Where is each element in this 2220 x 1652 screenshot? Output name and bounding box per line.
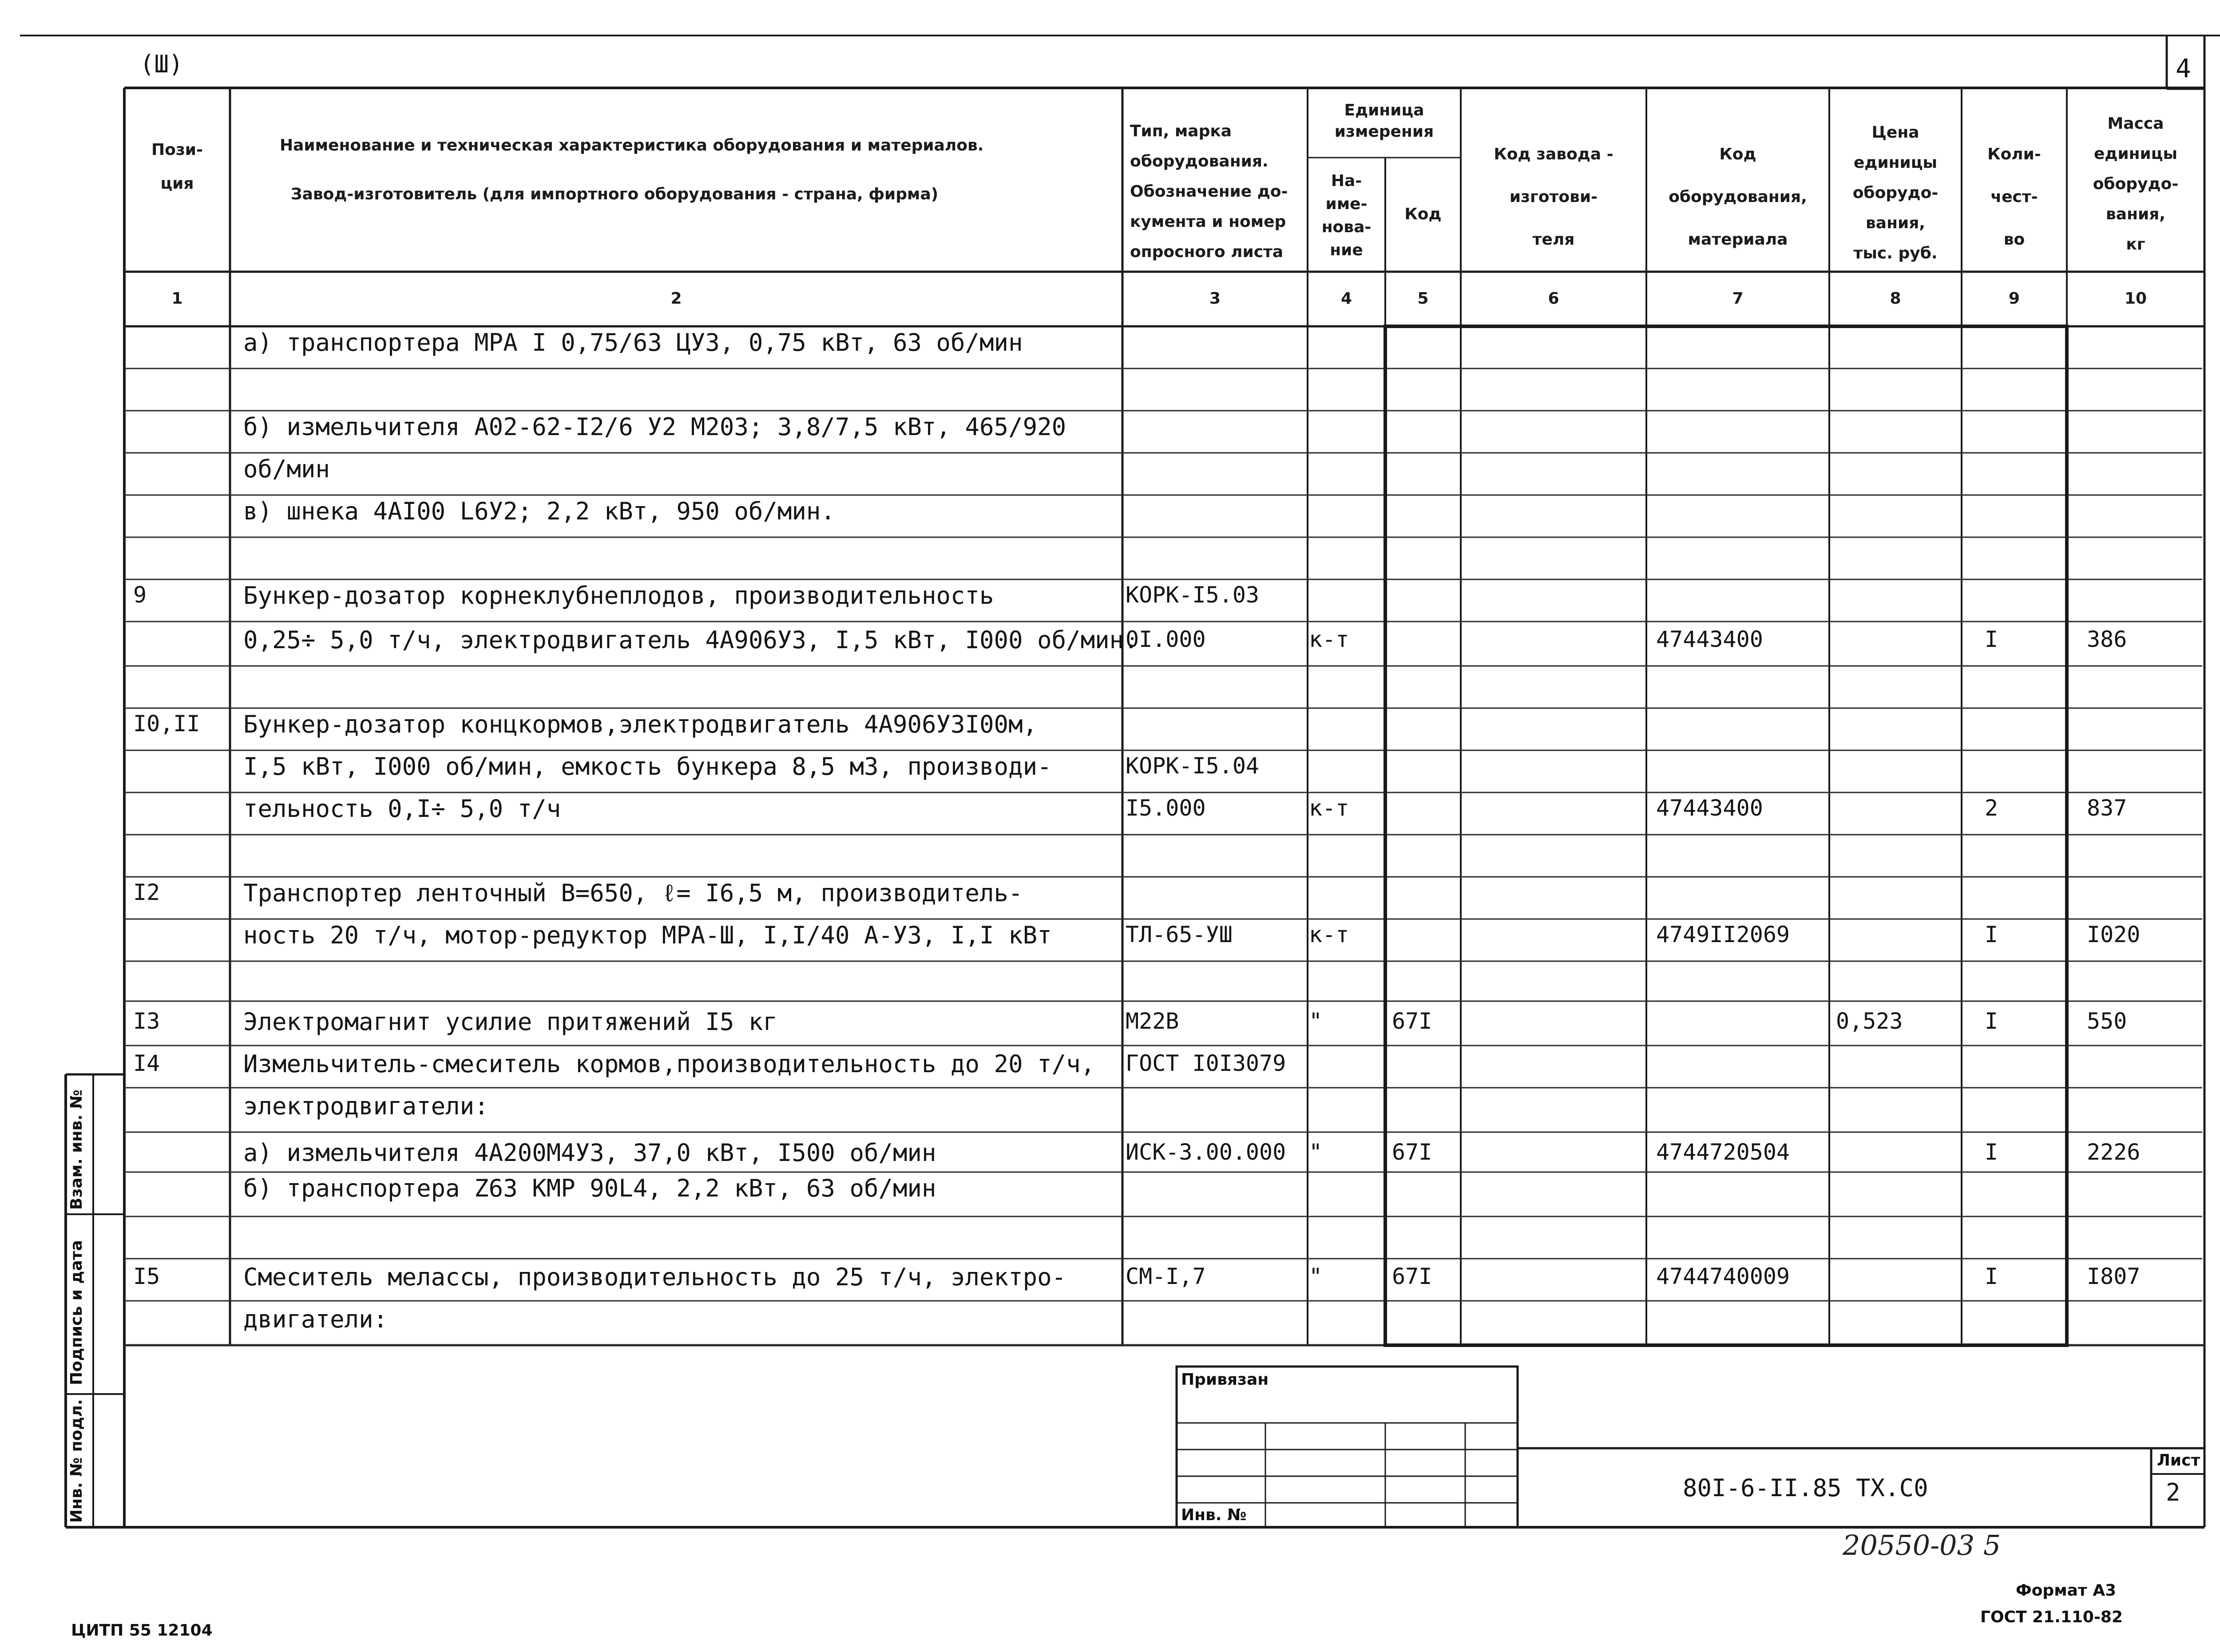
cell-code: 67I xyxy=(1392,1264,1432,1289)
side-label-sign-date: Подпись и дата xyxy=(67,1240,86,1385)
cell-name: в) шнека 4АI00 L6У2; 2,2 кВт, 950 об/мин. xyxy=(243,497,835,525)
cell-mass: I807 xyxy=(2087,1264,2141,1289)
col-number: 2 xyxy=(670,289,682,308)
section-mark: (Ш) xyxy=(140,50,183,78)
cell-type: СМ-I,7 xyxy=(1126,1264,1206,1289)
header-col6: Код завода - изготови- теля xyxy=(1494,145,1613,249)
header-col3: Тип, марка оборудования. Обозначение до- кумента и номер опросного листа xyxy=(1130,122,1288,261)
format-label: Формат А3 xyxy=(2016,1581,2117,1600)
cell-name: а) измельчителя 4А200М4УЗ, 37,0 кВт, I500 об/мин xyxy=(243,1139,936,1167)
cell-unit: к-т xyxy=(1309,795,1349,821)
cell-name: двигатели: xyxy=(243,1305,388,1333)
stamp-bound-label: Привязан xyxy=(1181,1371,1269,1389)
cell-type: М22В xyxy=(1126,1008,1179,1034)
header-unit-group: Единица измерения xyxy=(1334,101,1434,141)
cell-equip: 4744740009 xyxy=(1656,1264,1790,1289)
cell-type: ГОСТ I0I3079 xyxy=(1126,1050,1286,1076)
cell-equip: 4744720504 xyxy=(1656,1139,1790,1165)
header-col5: Код xyxy=(1404,205,1442,223)
header-col4: На- име- нова- ние xyxy=(1321,172,1372,259)
col-number: 10 xyxy=(2124,289,2147,308)
sheet-number: 2 xyxy=(2166,1478,2180,1506)
cell-pos: I4 xyxy=(133,1050,160,1076)
cell-name: б) измельчителя А02-62-I2/6 У2 М203; 3,8/7,5 кВт, 465/920 xyxy=(243,413,1066,441)
header-col1: Пози- ция xyxy=(151,141,203,193)
cell-equip: 47443400 xyxy=(1656,626,1763,652)
cell-type: КОРК-I5.03 xyxy=(1126,582,1260,608)
cell-unit: к-т xyxy=(1309,922,1349,947)
cell-type: I5.000 xyxy=(1126,795,1206,821)
cell-name: Бункер-дозатор концкормов,электродвигатель 4А906УЗI00м, xyxy=(243,710,1038,738)
cell-mass: I020 xyxy=(2087,922,2141,947)
page-number: 4 xyxy=(2176,53,2191,83)
cell-name: б) транспортера Z63 КМР 90L4, 2,2 кВт, 63 об/мин xyxy=(243,1174,936,1202)
cell-mass: 837 xyxy=(2087,795,2127,821)
cell-equip: 47443400 xyxy=(1656,795,1763,821)
cell-type: 0I.000 xyxy=(1126,626,1206,652)
cell-unit: " xyxy=(1309,1139,1323,1165)
cell-name: а) транспортера МРА I 0,75/63 ЦУЗ, 0,75 кВт, 63 об/мин xyxy=(243,329,1023,357)
cell-unit: к-т xyxy=(1309,626,1349,652)
col-number: 1 xyxy=(171,289,183,308)
col-number: 3 xyxy=(1209,289,1221,308)
cell-pos: 9 xyxy=(133,582,147,608)
cell-name: ность 20 т/ч, мотор-редуктор МРА-Ш, I,I/40 А-УЗ, I,I кВт xyxy=(243,921,1052,949)
cell-name: электродвигатели: xyxy=(243,1092,489,1120)
sheet-label: Лист xyxy=(2157,1451,2200,1470)
cell-equip: 4749II2069 xyxy=(1656,922,1790,947)
cell-unit: " xyxy=(1309,1008,1323,1034)
col-number: 4 xyxy=(1340,289,1352,308)
cell-pos: I0,II xyxy=(133,711,200,737)
cell-type: ИСК-3.00.000 xyxy=(1126,1139,1286,1165)
cell-qty: I xyxy=(1985,1139,1998,1165)
cell-price: 0,523 xyxy=(1836,1008,1903,1034)
cell-type: ТЛ-65-УШ xyxy=(1126,922,1233,947)
cell-name: Транспортер ленточный В=650, ℓ= I6,5 м, производитель- xyxy=(243,879,1023,907)
cell-name: тельность 0,I÷ 5,0 т/ч xyxy=(243,795,561,823)
cell-qty: I xyxy=(1985,1264,1998,1289)
standard-label: ГОСТ 21.110-82 xyxy=(1980,1608,2123,1626)
handwritten-reference: 20550-03 5 xyxy=(1843,1529,2001,1561)
cell-pos: I3 xyxy=(133,1008,160,1034)
side-label-inv-orig: Инв. № подл. xyxy=(67,1399,86,1523)
stamp-inv-label: Инв. № xyxy=(1181,1506,1247,1524)
cell-code: 67I xyxy=(1392,1008,1432,1034)
cell-name: об/мин xyxy=(243,455,330,483)
cell-pos: I5 xyxy=(133,1264,160,1289)
header-col9: Коли- чест- во xyxy=(1987,145,2041,249)
header-col2-line1: Наименование и техническая характеристика оборудования и материалов. xyxy=(280,136,984,155)
header-col2-line2: Завод-изготовитель (для импортного оборудования - страна, фирма) xyxy=(291,185,939,203)
cell-name: I,5 кВт, I000 об/мин, емкость бункера 8,5 м3, производи- xyxy=(243,753,1052,780)
cell-qty: 2 xyxy=(1985,795,1998,821)
cell-qty: I xyxy=(1985,1008,1998,1034)
header-col8: Цена единицы оборудо- вания, тыс. руб. xyxy=(1852,123,1939,262)
cell-mass: 386 xyxy=(2087,626,2127,652)
col-number: 5 xyxy=(1417,289,1429,308)
cell-name: Измельчитель-смеситель кормов,производительность до 20 т/ч, xyxy=(243,1050,1095,1078)
col-number: 9 xyxy=(2008,289,2020,308)
cell-pos: I2 xyxy=(133,879,160,905)
cell-name: Бункер-дозатор корнеклубнеплодов, производительность xyxy=(243,582,994,610)
cell-unit: " xyxy=(1309,1264,1323,1289)
header-col10: Масса единицы оборудо- вания, кг xyxy=(2093,115,2179,254)
cell-mass: 550 xyxy=(2087,1008,2127,1034)
cell-name: Смеситель мелассы, производительность до 25 т/ч, электро- xyxy=(243,1263,1066,1291)
side-label-replace-inv: Взам. инв. № xyxy=(67,1089,86,1210)
doc-code: 80I-6-II.85 ТХ.С0 xyxy=(1683,1474,1928,1502)
header-col7: Код оборудования, материала xyxy=(1669,145,1807,249)
footer-code: ЦИТП 55 12104 xyxy=(71,1621,213,1640)
cell-type: КОРК-I5.04 xyxy=(1126,753,1260,779)
cell-mass: 2226 xyxy=(2087,1139,2141,1165)
cell-code: 67I xyxy=(1392,1139,1432,1165)
cell-qty: I xyxy=(1985,626,1998,652)
cell-qty: I xyxy=(1985,922,1998,947)
col-number: 8 xyxy=(1890,289,1901,308)
col-number: 6 xyxy=(1548,289,1559,308)
col-number: 7 xyxy=(1732,289,1744,308)
cell-name: Электромагнит усилие притяжений I5 кг xyxy=(243,1008,777,1036)
cell-name: 0,25÷ 5,0 т/ч, электродвигатель 4А906УЗ, I,5 кВт, I000 об/мин. xyxy=(243,626,1138,654)
